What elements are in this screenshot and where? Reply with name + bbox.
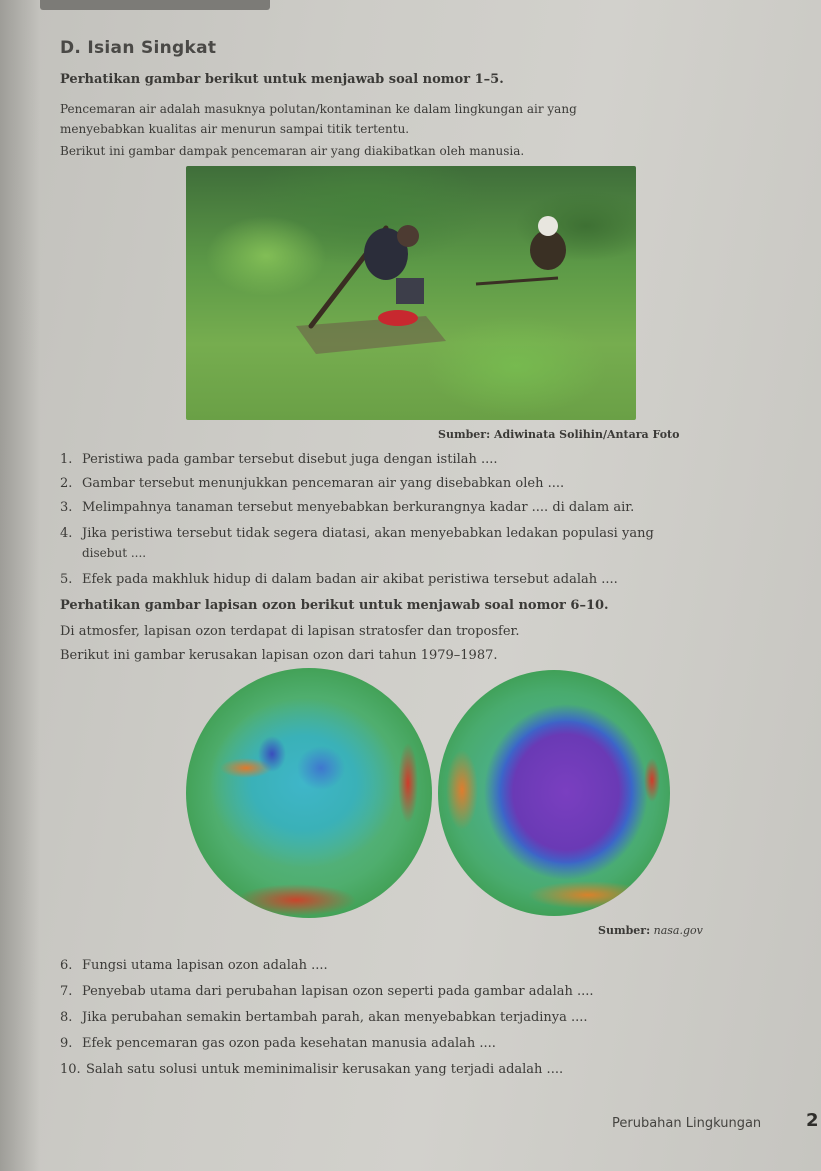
ozon-source-label: Sumber: (598, 924, 651, 937)
part2-line-2: Berikut ini gambar kerusakan lapisan ozon dari tahun 1979–1987. (60, 648, 498, 663)
photo-source (438, 428, 679, 441)
question-8 (60, 1010, 588, 1025)
chapter-footer: Perubahan Lingkungan (612, 1116, 762, 1131)
part2-intro: Perhatikan gambar lapisan ozon berikut untuk menjawab soal nomor 6–10. (60, 598, 609, 613)
question-text: Jika perubahan semakin bertambah parah, akan menyebabkan terjadinya .... (82, 1010, 588, 1025)
ozon-image-source (598, 924, 703, 937)
question-1 (60, 452, 498, 467)
part1-line-2: menyebabkan kualitas air menurun sampai titik tertentu. (60, 122, 410, 136)
question-number: 4. (60, 526, 73, 541)
water-pollution-photo (186, 166, 636, 420)
question-text: Fungsi utama lapisan ozon adalah .... (82, 958, 328, 973)
question-10 (60, 1062, 563, 1077)
question-number: 9. (60, 1036, 73, 1051)
ozon-map-1987 (438, 670, 670, 916)
question-number: 2. (60, 476, 73, 491)
question-5 (60, 572, 618, 587)
question-text: Efek pencemaran gas ozon pada kesehatan manusia adalah .... (82, 1036, 496, 1051)
question-text: Jika peristiwa tersebut tidak segera diatasi, akan menyebabkan ledakan populasi yang (82, 526, 654, 541)
question-text: Melimpahnya tanaman tersebut menyebabkan berkurangnya kadar .... di dalam air. (82, 500, 635, 515)
question-text: Efek pada makhluk hidup di dalam badan air akibat peristiwa tersebut adalah .... (82, 572, 618, 587)
question-text: Gambar tersebut menunjukkan pencemaran air yang disebabkan oleh .... (82, 476, 565, 491)
part1-line-1: Pencemaran air adalah masuknya polutan/kontaminan ke dalam lingkungan air yang (60, 102, 577, 116)
question-number: 1. (60, 452, 73, 467)
question-text: Penyebab utama dari perubahan lapisan ozon seperti pada gambar adalah .... (82, 984, 594, 999)
question-number: 5. (60, 572, 73, 587)
ozon-map-1979 (186, 668, 432, 918)
question-4 (60, 526, 654, 541)
question-7 (60, 984, 594, 999)
question-text: Salah satu solusi untuk meminimalisir kerusakan yang terjadi adalah .... (86, 1062, 564, 1077)
photo-source-text: Sumber: Adiwinata Solihin/Antara Foto (438, 428, 680, 441)
part2-line-1: Di atmosfer, lapisan ozon terdapat di lapisan stratosfer dan troposfer. (60, 624, 520, 639)
ozon-source-value: nasa.gov (653, 924, 703, 937)
binder-clip (40, 0, 270, 10)
section-heading: D. Isian Singkat (60, 38, 217, 58)
question-6 (60, 958, 328, 973)
question-number: 10. (60, 1062, 81, 1077)
page-number: 2 (806, 1110, 819, 1131)
question-text: Peristiwa pada gambar tersebut disebut juga dengan istilah .... (82, 452, 498, 467)
question-number: 7. (60, 984, 73, 999)
question-3 (60, 500, 634, 515)
part1-intro: Perhatikan gambar berikut untuk menjawab soal nomor 1–5. (60, 72, 504, 87)
photo-figures (186, 166, 636, 420)
question-9 (60, 1036, 496, 1051)
question-number: 3. (60, 500, 73, 515)
question-2 (60, 476, 564, 491)
question-4-continuation: disebut .... (82, 546, 147, 560)
question-number: 8. (60, 1010, 73, 1025)
part1-line-3: Berikut ini gambar dampak pencemaran air yang diakibatkan oleh manusia. (60, 144, 525, 158)
question-number: 6. (60, 958, 73, 973)
